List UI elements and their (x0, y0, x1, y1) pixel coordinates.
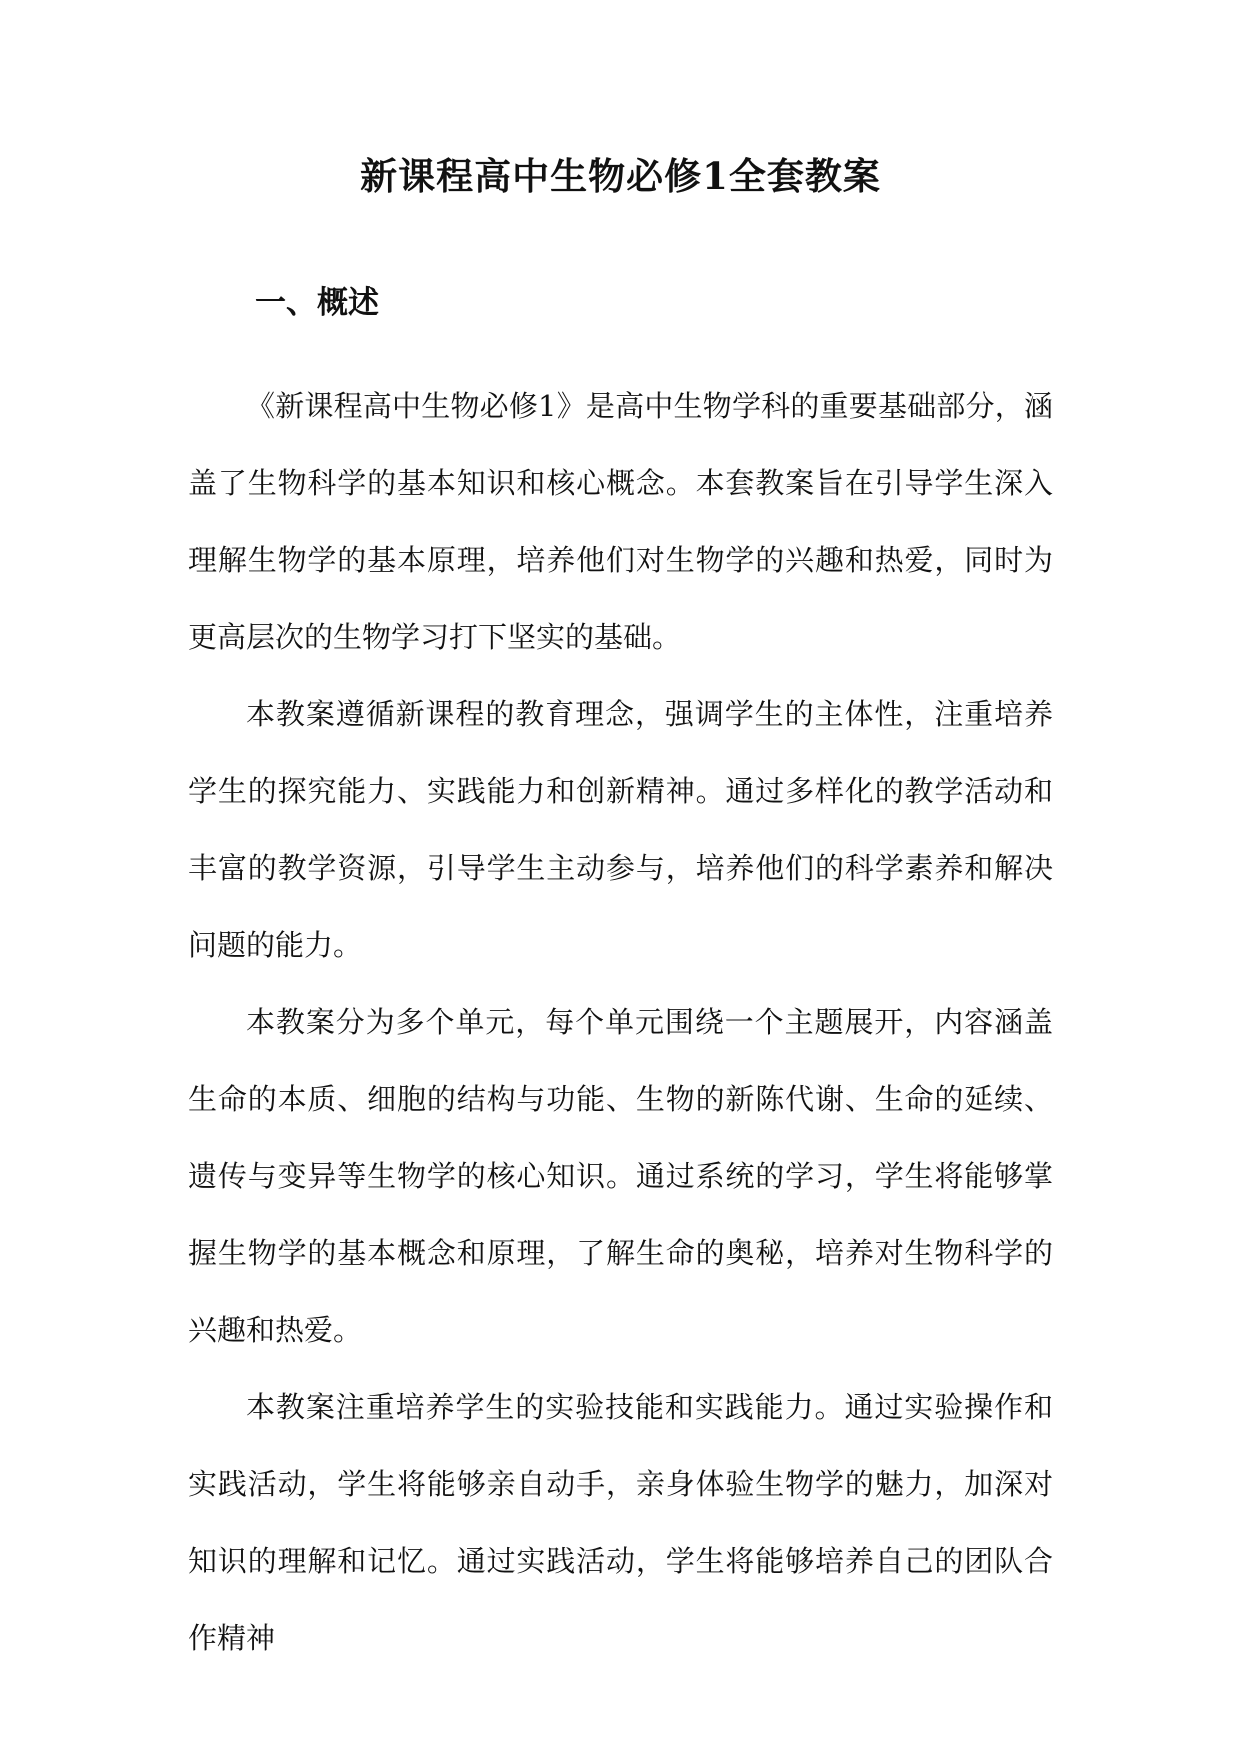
paragraph-philosophy: 本教案遵循新课程的教育理念，强调学生的主体性，注重培养学生的探究能力、实践能力和创新精神。通过多样化的教学活动和丰富的教学资源，引导学生主动参与，培养他们的科学素养和解决问题的能力。 (188, 697, 1053, 962)
paragraph-practice: 本教案注重培养学生的实验技能和实践能力。通过实验操作和实践活动，学生将能够亲自动手，亲身体验生物学的魅力，加深对知识的理解和记忆。通过实践活动，学生将能够培养自己的团队合作精神 (188, 1390, 1053, 1655)
paragraph-units: 本教案分为多个单元，每个单元围绕一个主题展开，内容涵盖生命的本质、细胞的结构与功能、生物的新陈代谢、生命的延续、遗传与变异等生物学的核心知识。通过系统的学习，学生将能够掌握生物学的基本概念和原理，了解生命的奥秘，培养对生物科学的兴趣和热爱。 (188, 1005, 1053, 1347)
document-title: 新课程高中生物必修1全套教案 (360, 154, 881, 198)
document-body (188, 368, 1053, 1677)
paragraph-intro: 《新课程高中生物必修1》是高中生物学科的重要基础部分，涵盖了生物科学的基本知识和核心概念。本套教案旨在引导学生深入理解生物学的基本原理，培养他们对生物学的兴趣和热爱，同时为更高层次的生物学习打下坚实的基础。 (188, 389, 1053, 654)
section-heading-overview: 一、概述 (255, 285, 379, 321)
